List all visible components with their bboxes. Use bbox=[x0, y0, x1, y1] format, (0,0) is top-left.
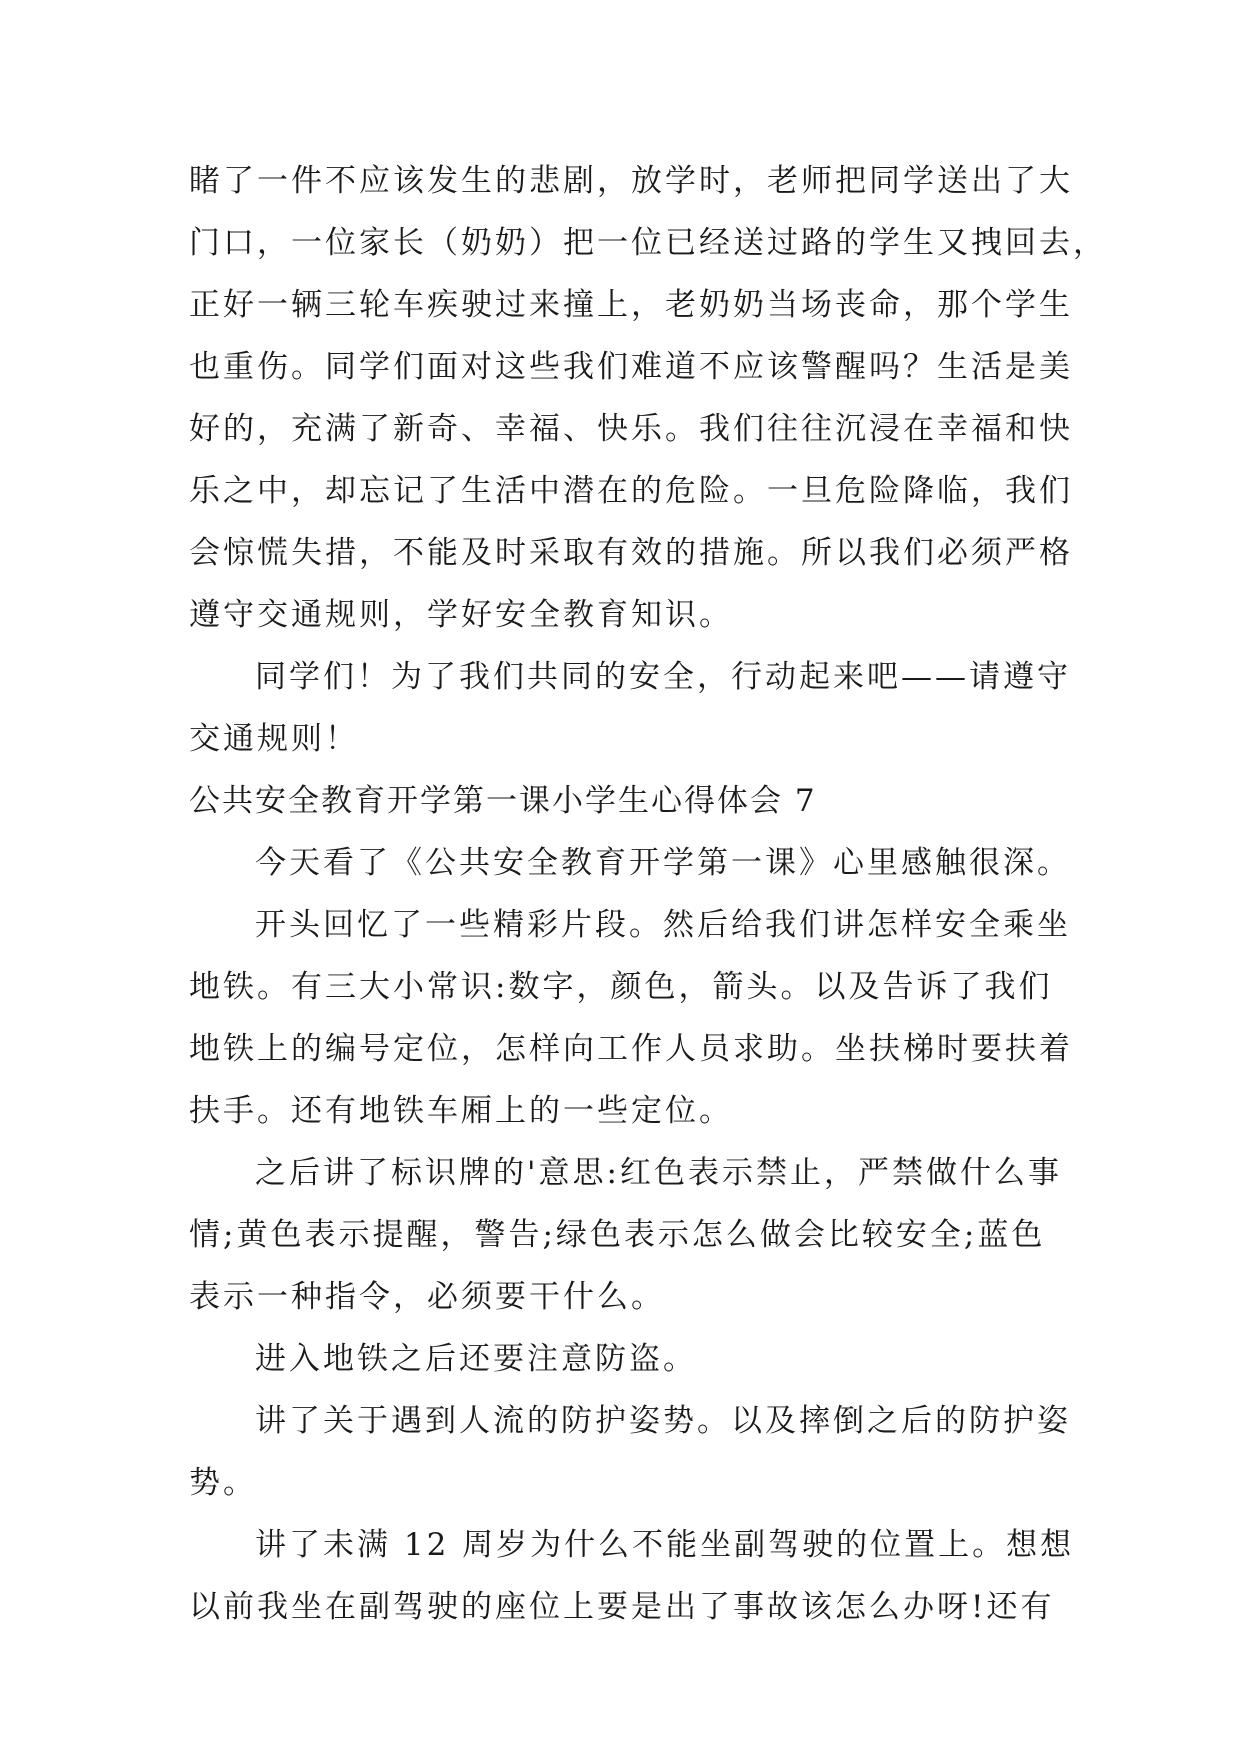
text-line: 会惊慌失措，不能及时采取有效的措施。所以我们必须严格 bbox=[189, 535, 1073, 571]
text-line: 情;黄色表示提醒，警告;绿色表示怎么做会比较安全;蓝色 bbox=[189, 1217, 1046, 1253]
paragraph-8 bbox=[189, 1514, 1075, 1638]
text-line: 势。 bbox=[189, 1465, 257, 1501]
paragraph-2 bbox=[189, 646, 1071, 770]
text-line: 同学们！为了我们共同的安全，行动起来吧——请遵守 bbox=[255, 659, 1071, 695]
text-line: 进入地铁之后还要注意防盗。 bbox=[255, 1341, 697, 1377]
paragraph-5 bbox=[189, 1142, 1062, 1328]
paragraph-6 bbox=[189, 1328, 1051, 1390]
text-line: 之后讲了标识牌的'意思:红色表示禁止，严禁做什么事 bbox=[255, 1155, 1062, 1191]
text-line: 也重伤。同学们面对这些我们难道不应该警醒吗？生活是美 bbox=[189, 349, 1073, 385]
text-line: 遵守交通规则，学好安全教育知识。 bbox=[189, 597, 733, 633]
paragraph-3 bbox=[189, 832, 1071, 894]
text-line: 好的，充满了新奇、幸福、快乐。我们往往沉浸在幸福和快 bbox=[189, 411, 1073, 447]
paragraph-1 bbox=[189, 150, 1107, 646]
text-line: 地铁。有三大小常识:数字，颜色，箭头。以及告诉了我们 bbox=[189, 969, 1053, 1005]
paragraph-7 bbox=[189, 1390, 1071, 1514]
text-line: 正好一辆三轮车疾驶过来撞上，老奶奶当场丧命，那个学生 bbox=[189, 287, 1073, 323]
section-heading: 公共安全教育开学第一课小学生心得体会 7 bbox=[189, 783, 817, 819]
text-line: 今天看了《公共安全教育开学第一课》心里感触很深。 bbox=[255, 845, 1071, 881]
text-line: 地铁上的编号定位，怎样向工作人员求助。坐扶梯时要扶着 bbox=[189, 1031, 1073, 1067]
text-line: 扶手。还有地铁车厢上的一些定位。 bbox=[189, 1093, 733, 1129]
text-line: 门口，一位家长（奶奶）把一位已经送过路的学生又拽回去， bbox=[189, 225, 1107, 261]
text-line: 睹了一件不应该发生的悲剧，放学时，老师把同学送出了大 bbox=[189, 163, 1073, 199]
document-body bbox=[189, 150, 1107, 1638]
text-line: 讲了关于遇到人流的防护姿势。以及摔倒之后的防护姿 bbox=[255, 1403, 1071, 1439]
text-line: 开头回忆了一些精彩片段。然后给我们讲怎样安全乘坐 bbox=[255, 907, 1071, 943]
text-line: 讲了未满 12 周岁为什么不能坐副驾驶的位置上。想想 bbox=[255, 1527, 1075, 1563]
text-line: 乐之中，却忘记了生活中潜在的危险。一旦危险降临，我们 bbox=[189, 473, 1073, 509]
text-line: 交通规则！ bbox=[189, 721, 359, 757]
paragraph-4 bbox=[189, 894, 1073, 1142]
text-line: 以前我坐在副驾驶的座位上要是出了事故该怎么办呀!还有 bbox=[189, 1589, 1055, 1625]
text-line: 表示一种指令，必须要干什么。 bbox=[189, 1279, 665, 1315]
